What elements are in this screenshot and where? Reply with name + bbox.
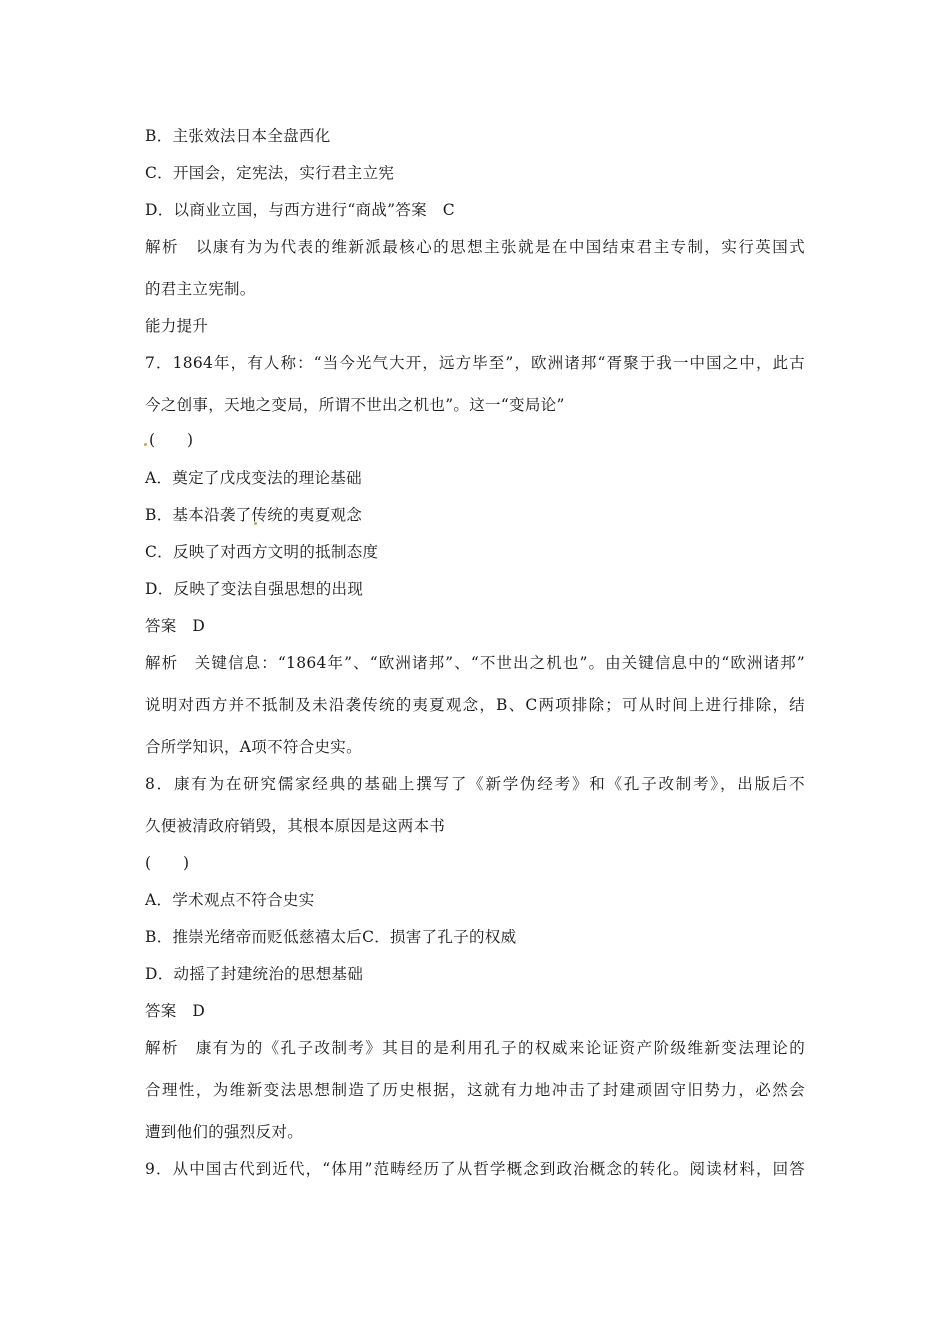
question-9-line1: 9．从中国古代到近代，“体用”范畴经历了从哲学概念到政治概念的转化。阅读材料，回答: [145, 1160, 805, 1178]
question-7-line2: 今之创事，天地之变局，所谓不世出之机也”。这一“变局论”: [145, 396, 565, 414]
analysis-q8-line3: 遭到他们的强烈反对。: [145, 1123, 304, 1141]
option-a-q7: A．奠定了戊戌变法的理论基础: [145, 469, 362, 487]
option-b-q7: B．基本沿袭了传统的夷夏观念: [145, 506, 363, 524]
option-d-q7: D．反映了变法自强思想的出现: [145, 580, 364, 598]
option-a-q8: A．学术观点不符合史实: [145, 891, 315, 909]
question-8-line1: 8．康有为在研究儒家经典的基础上撰写了《新学伪经考》和《孔子改制考》，出版后不: [145, 775, 805, 793]
analysis-q6-line2: 的君主立宪制。: [145, 280, 256, 298]
question-8-line2: 久便被清政府销毁，其根本原因是这两本书: [145, 817, 446, 835]
analysis-q8-line1: 解析 康有为的《孔子改制考》其目的是利用孔子的权威来论证资产阶级维新变法理论的: [145, 1039, 805, 1057]
analysis-q7-line3: 合所学知识，A项不符合史实。: [145, 738, 362, 756]
option-d-q8: D．动摇了封建统治的思想基础: [145, 965, 364, 983]
answer-q7: 答案 D: [145, 617, 206, 635]
question-7-line1: 7．1864年，有人称：“当今光气大开，远方毕至”，欧洲诸邦“胥聚于我一中国之中，此古: [145, 354, 805, 372]
option-b-c-q8: B．推崇光绪帝而贬低慈禧太后C．损害了孔子的权威: [145, 928, 517, 946]
answer-q8: 答案 D: [145, 1002, 206, 1020]
analysis-q6-line1: 解析 以康有为为代表的维新派最核心的思想主张就是在中国结束君主专制，实行英国式: [145, 238, 805, 256]
option-c-q7: C．反映了对西方文明的抵制态度: [145, 543, 379, 561]
analysis-q7-line1: 解析 关键信息：“1864年”、“欧洲诸邦”、“不世出之机也”。由关键信息中的“欧洲诸邦”: [145, 654, 805, 672]
option-b-q6: B．主张效法日本全盘西化: [145, 127, 331, 145]
question-7-blank: ( ): [149, 431, 194, 449]
question-8-blank: ( ): [145, 854, 190, 872]
option-c-q6: C．开国会，定宪法，实行君主立宪: [145, 164, 395, 182]
option-d-answer-q6: D．以商业立国，与西方进行“商战”答案 C: [145, 201, 455, 219]
section-heading: 能力提升: [145, 317, 209, 335]
analysis-q7-line2: 说明对西方并不抵制及未沿袭传统的夷夏观念，B、C两项排除；可从时间上进行排除，结: [145, 696, 805, 714]
stray-mark: [144, 443, 147, 446]
analysis-q8-line2: 合理性，为维新变法思想制造了历史根据，这就有力地冲击了封建顽固守旧势力，必然会: [145, 1081, 805, 1099]
